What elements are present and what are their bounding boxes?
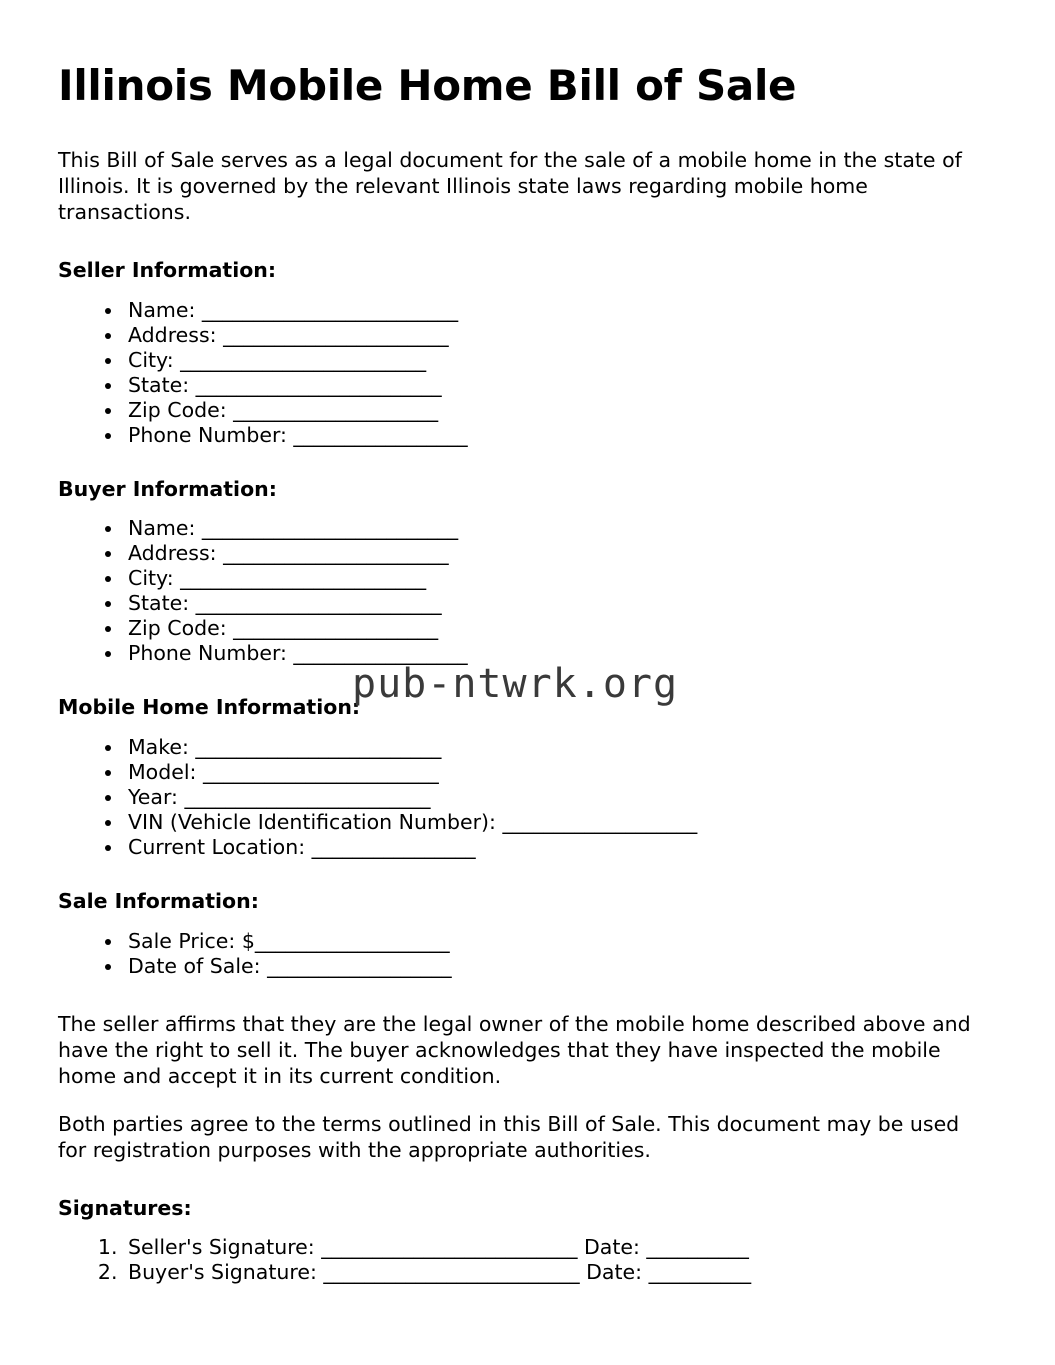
list-item[interactable]: • State: ________________________ xyxy=(124,373,997,398)
spacer xyxy=(58,448,997,476)
affirmation-paragraph: The seller affirms that they are the legal owner of the mobile home described above and have the right to sell it. The buyer acknowledges that they have inspected the mobile home and accept it in its current condition. xyxy=(58,1011,971,1088)
list-item[interactable]: • Phone Number: _________________ xyxy=(124,641,997,666)
list-item[interactable]: • Current Location: ________________ xyxy=(124,835,997,860)
spacer xyxy=(58,979,997,1011)
list-item[interactable]: • City: ________________________ xyxy=(124,348,997,373)
signatures-heading: Signatures: xyxy=(58,1195,192,1220)
list-item[interactable]: • Phone Number: _________________ xyxy=(124,423,997,448)
list-item[interactable]: • Sale Price: $___________________ xyxy=(124,929,997,954)
spacer xyxy=(58,1163,997,1195)
intro-paragraph: This Bill of Sale serves as a legal document for the sale of a mobile home in the state of Illinois. It is governed by the relevant Illinois state laws regarding mobile home transactions. xyxy=(58,148,962,225)
list-item[interactable]: • Address: ______________________ xyxy=(124,541,997,566)
list-item[interactable]: • Zip Code: ____________________ xyxy=(124,616,997,641)
mobile-home-information-section xyxy=(58,694,997,860)
buyer-field-list xyxy=(58,516,997,666)
mobile-home-information-heading: Mobile Home Information: xyxy=(58,695,361,720)
list-item[interactable]: • VIN (Vehicle Identification Number): ___________________ xyxy=(124,810,997,835)
list-item[interactable]: 1. Seller's Signature: _________________________ Date: __________ xyxy=(124,1235,997,1260)
spacer xyxy=(58,666,997,694)
signatures-section xyxy=(58,1195,997,1286)
agreement-paragraph: Both parties agree to the terms outlined in this Bill of Sale. This document may be used for registration purposes with the appropriate authorities. xyxy=(58,1111,960,1162)
list-item[interactable]: • Address: ______________________ xyxy=(124,323,997,348)
sale-information-section xyxy=(58,888,997,979)
seller-information-heading: Seller Information: xyxy=(58,258,277,283)
spacer xyxy=(58,1089,997,1111)
list-item[interactable]: • Model: _______________________ xyxy=(124,760,997,785)
seller-information-section xyxy=(58,257,997,448)
list-item[interactable]: • Year: ________________________ xyxy=(124,785,997,810)
buyer-information-heading: Buyer Information: xyxy=(58,476,277,501)
sale-field-list xyxy=(58,929,997,979)
list-item[interactable]: • Date of Sale: __________________ xyxy=(124,954,997,979)
list-item[interactable]: • State: ________________________ xyxy=(124,591,997,616)
list-item[interactable]: • City: ________________________ xyxy=(124,566,997,591)
seller-field-list xyxy=(58,298,997,448)
spacer xyxy=(58,225,997,257)
signature-list xyxy=(58,1235,997,1285)
list-item[interactable]: 2. Buyer's Signature: _________________________ Date: __________ xyxy=(124,1260,997,1285)
list-item[interactable]: • Zip Code: ____________________ xyxy=(124,398,997,423)
spacer xyxy=(58,860,997,888)
page-title: Illinois Mobile Home Bill of Sale xyxy=(58,61,797,110)
list-item[interactable]: • Make: ________________________ xyxy=(124,735,997,760)
mobile-home-field-list xyxy=(58,735,997,860)
list-item[interactable]: • Name: _________________________ xyxy=(124,516,997,541)
list-item[interactable]: • Name: _________________________ xyxy=(124,298,997,323)
sale-information-heading: Sale Information: xyxy=(58,889,259,914)
watermark-text: pub-ntwrk.org xyxy=(352,661,679,707)
buyer-information-section xyxy=(58,476,997,667)
